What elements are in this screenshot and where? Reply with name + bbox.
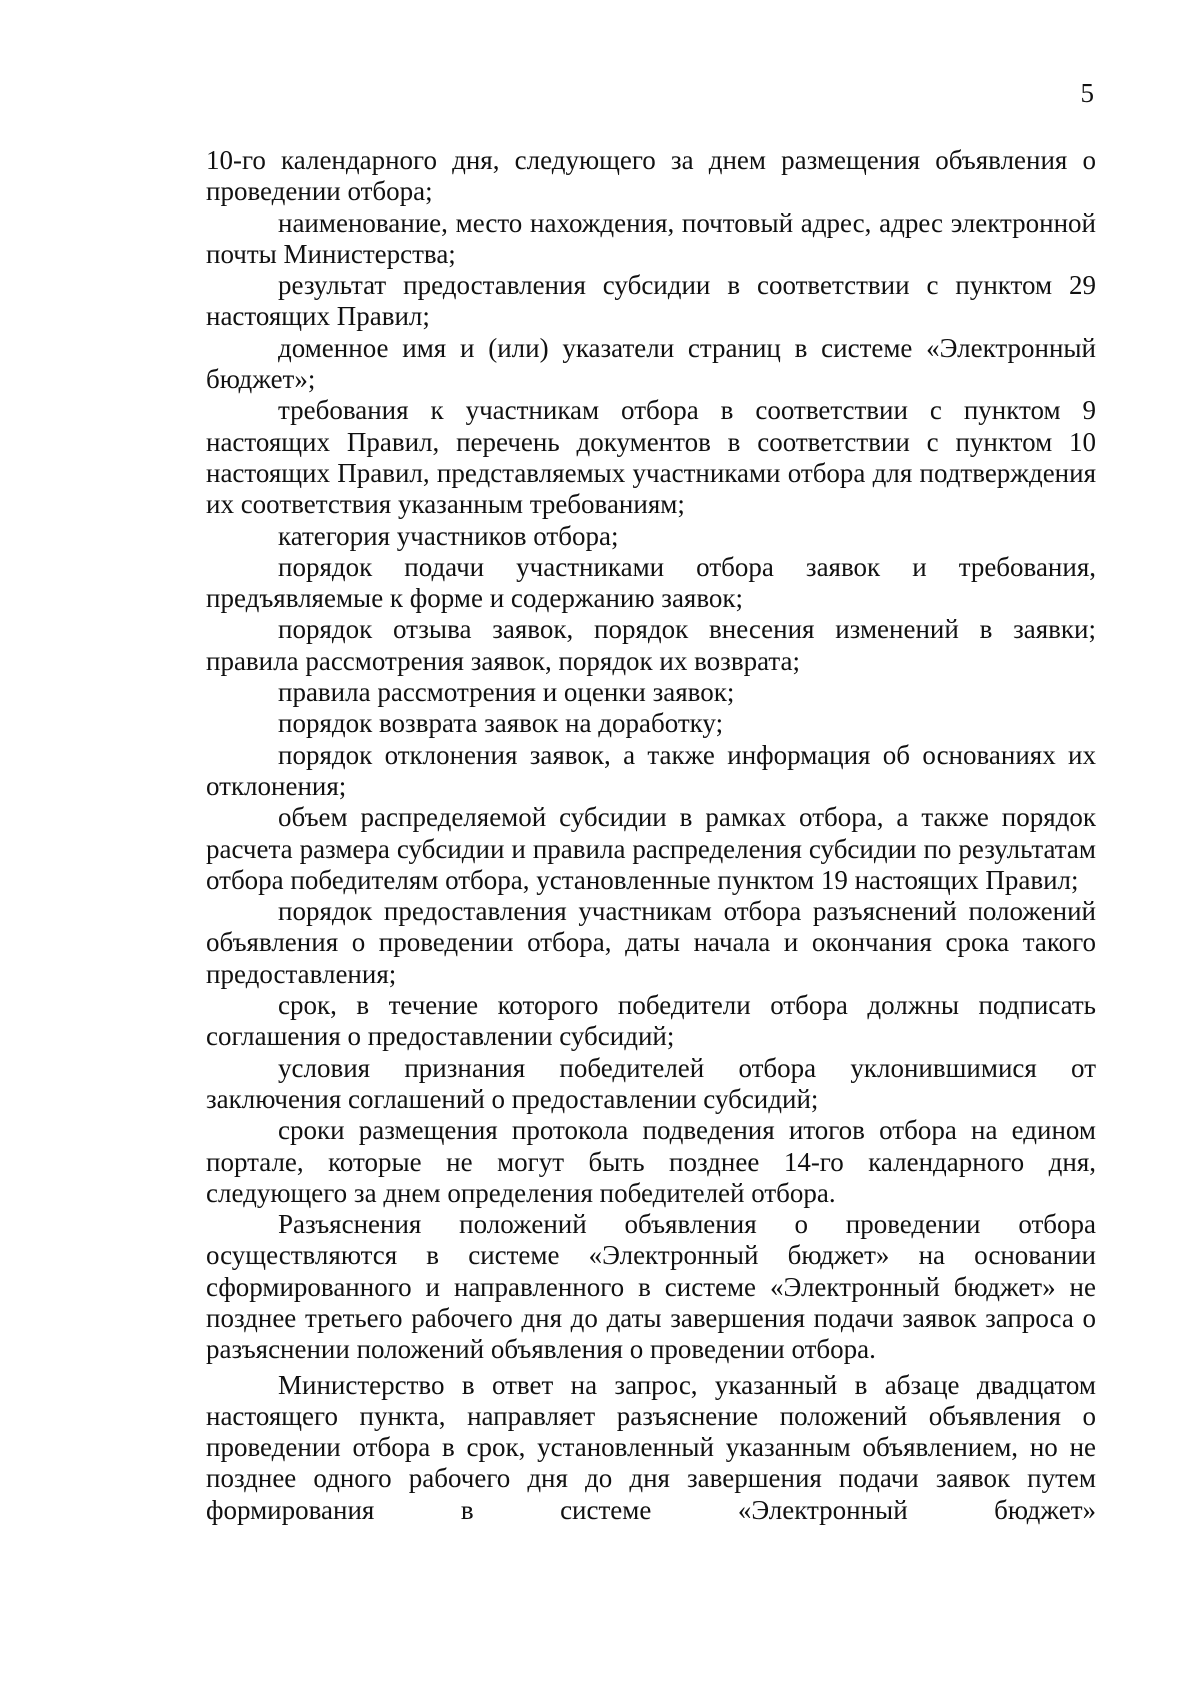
paragraph-8: порядок отзыва заявок, порядок внесения изменений в заявки; правила рассмотрения заявок, порядок их возврата; [206,614,1096,676]
paragraph-9: правила рассмотрения и оценки заявок; [278,677,735,708]
paragraph-13: порядок предоставления участникам отбора разъяснений положений объявления о проведении отбора, даты начала и окончания срока такого предоставления; [206,896,1096,989]
paragraph-2: наименование, место нахождения, почтовый адрес, адрес электронной почты Министерства; [206,207,1096,269]
paragraph-10: порядок возврата заявок на доработку; [278,708,724,739]
document-body [206,145,1096,1526]
paragraph-4: доменное имя и (или) указатели страниц в системе «Электронный бюджет»; [206,332,1096,395]
paragraph-6: категория участников отбора; [278,520,619,551]
paragraph-7: порядок подачи участниками отбора заявок и требования, предъявляемые к форме и содержанию заявок; [206,551,1096,614]
paragraph-15: условия признания победителей отбора уклонившимися от заключения соглашений о предоставлении субсидий; [206,1052,1096,1114]
paragraph-1: 10-го календарного дня, следующего за днем размещения объявления о проведении отбора; [206,145,1096,207]
paragraph-11: порядок отклонения заявок, а также информация об основаниях их отклонения; [206,739,1096,801]
page-number: 5 [1080,78,1094,108]
paragraph-14: срок, в течение которого победители отбора должны подписать соглашения о предоставлении субсидий; [206,990,1096,1052]
paragraph-17: Разъяснения положений объявления о проведении отбора осуществляются в системе «Электронный бюджет» на основании сформированного и направленного в системе «Электронный бюджет» не позднее третьего рабочего дня до даты завершения подачи заявок запроса о разъяснении положений объявления о проведении отбора. [206,1209,1096,1365]
paragraph-3: результат предоставления субсидии в соответствии с пунктом 29 настоящих Правил; [206,270,1096,332]
paragraph-12: объем распределяемой субсидии в рамках отбора, а также порядок расчета размера субсидии и правила распределения субсидии по результатам отбора победителям отбора, установленные пунктом 19 настоящих Правил; [206,802,1096,895]
paragraph-16: сроки размещения протокола подведения итогов отбора на едином портале, которые не могут быть позднее 14-го календарного дня, следующего за днем определения победителей отбора. [206,1115,1096,1208]
paragraph-18: Министерство в ответ на запрос, указанный в абзаце двадцатом настоящего пункта, направляет разъяснение положений объявления о проведении отбора в срок, установленный указанным объявлением, но не позднее одного рабочего дня до дня завершения подачи заявок путем формирования в системе «Электронный бюджет» [206,1369,1096,1525]
paragraph-5: требования к участникам отбора в соответствии с пунктом 9 настоящих Правил, перечень документов в соответствии с пунктом 10 настоящих Правил, представляемых участниками отбора для подтверждения их соответствия указанным требованиям; [206,395,1096,520]
